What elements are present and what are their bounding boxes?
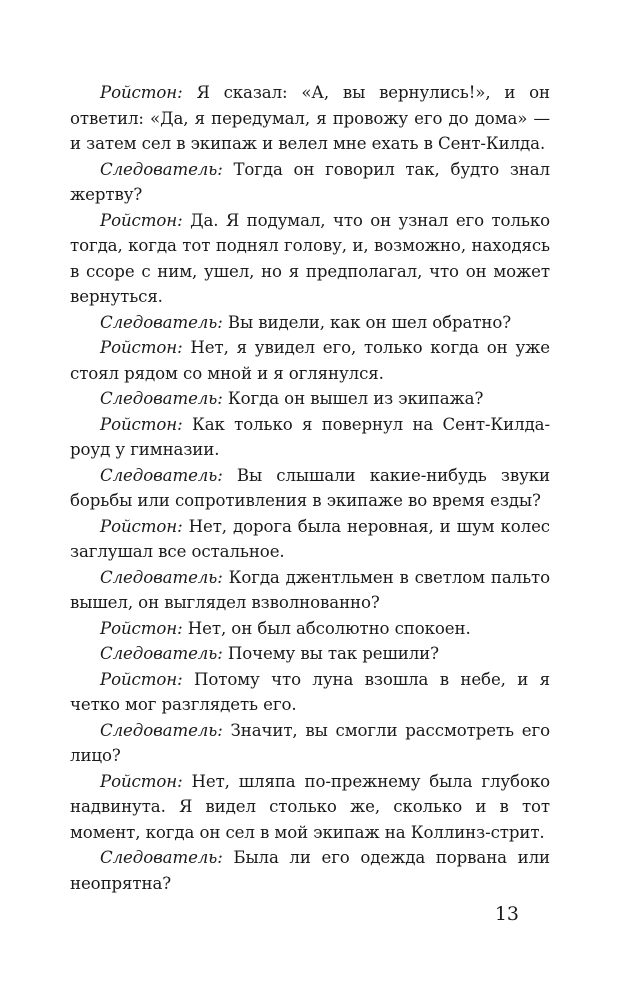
dialogue-text: Я сказал: «А, вы вернулись!», и он ответил: «Да, я передумал, я провожу его до дома» — и затем сел в экипаж и велел мне ехать в Сент-Килда. (70, 83, 550, 153)
dialogue-text: Как только я повернул на Сент-Килда-роуд у гимназии. (70, 414, 550, 459)
speaker-label: Ройстон: (100, 414, 183, 434)
speaker-label: Ройстон: (100, 210, 183, 230)
dialogue-text: Вы слышали какие-нибудь звуки борьбы или сопротивления в экипаже во время езды? (70, 465, 550, 510)
dialogue-text: Значит, вы смогли рассмотреть его лицо? (70, 720, 550, 765)
speaker-label: Следователь: (100, 720, 223, 740)
dialogue-line (70, 412, 550, 463)
speaker-label: Следователь: (100, 465, 223, 485)
dialogue-line (70, 386, 550, 412)
page-body (70, 80, 550, 896)
speaker-label: Следователь: (100, 644, 223, 663)
speaker-label: Ройстон: (100, 771, 183, 791)
dialogue-line (70, 310, 550, 336)
speaker-label: Ройстон: (100, 618, 183, 638)
speaker-label: Ройстон: (100, 516, 183, 536)
speaker-label: Ройстон: (100, 669, 183, 689)
dialogue-text: Да. Я подумал, что он узнал его только тогда, когда тот поднял голову, и, возможно, находясь в ссоре с ним, ушел, но я предполагал, что он может вернуться. (70, 210, 550, 306)
dialogue-line (70, 565, 550, 616)
speaker-label: Следователь: (100, 312, 223, 332)
speaker-label: Следователь: (100, 848, 223, 867)
speaker-label: Следователь: (100, 159, 223, 179)
dialogue-line (70, 157, 550, 208)
dialogue-line (70, 335, 550, 386)
dialogue-text: Тогда он говорил так, будто знал жертву? (70, 159, 550, 204)
dialogue-line (70, 769, 550, 846)
dialogue-line (70, 718, 550, 769)
dialogue-line (70, 463, 550, 514)
dialogue-text: Нет, дорога была неровная, и шум колес заглушал все остальное. (70, 516, 550, 561)
dialogue-line (70, 208, 550, 310)
dialogue-text: Вы видели, как он шел обратно? (227, 312, 512, 332)
dialogue-text: Когда он вышел из экипажа? (227, 389, 484, 408)
page-number: 13 (494, 903, 519, 925)
dialogue-line (70, 514, 550, 565)
dialogue-line (70, 616, 550, 642)
speaker-label: Ройстон: (100, 83, 183, 102)
dialogue-line (70, 667, 550, 718)
speaker-label: Следователь: (100, 389, 223, 408)
dialogue-line (70, 845, 550, 896)
dialogue-text: Когда джентльмен в светлом пальто вышел, он выглядел взволнованно? (70, 567, 550, 612)
dialogue-text: Потому что луна взошла в небе, и я четко мог разглядеть его. (70, 669, 550, 714)
dialogue-line (70, 641, 550, 667)
speaker-label: Ройстон: (100, 338, 183, 357)
dialogue-line (70, 80, 550, 157)
dialogue-text: Нет, я увидел его, только когда он уже стоял рядом со мной и я оглянулся. (70, 338, 550, 383)
dialogue-text: Нет, он был абсолютно спокоен. (187, 618, 471, 638)
dialogue-text: Почему вы так решили? (227, 644, 439, 663)
speaker-label: Следователь: (100, 567, 223, 587)
dialogue-text: Была ли его одежда порвана или неопрятна? (70, 848, 550, 893)
dialogue-text: Нет, шляпа по-прежнему была глубоко надвинута. Я видел столько же, сколько и в тот момент, когда он сел в мой экипаж на Коллинз-стрит. (70, 771, 550, 842)
